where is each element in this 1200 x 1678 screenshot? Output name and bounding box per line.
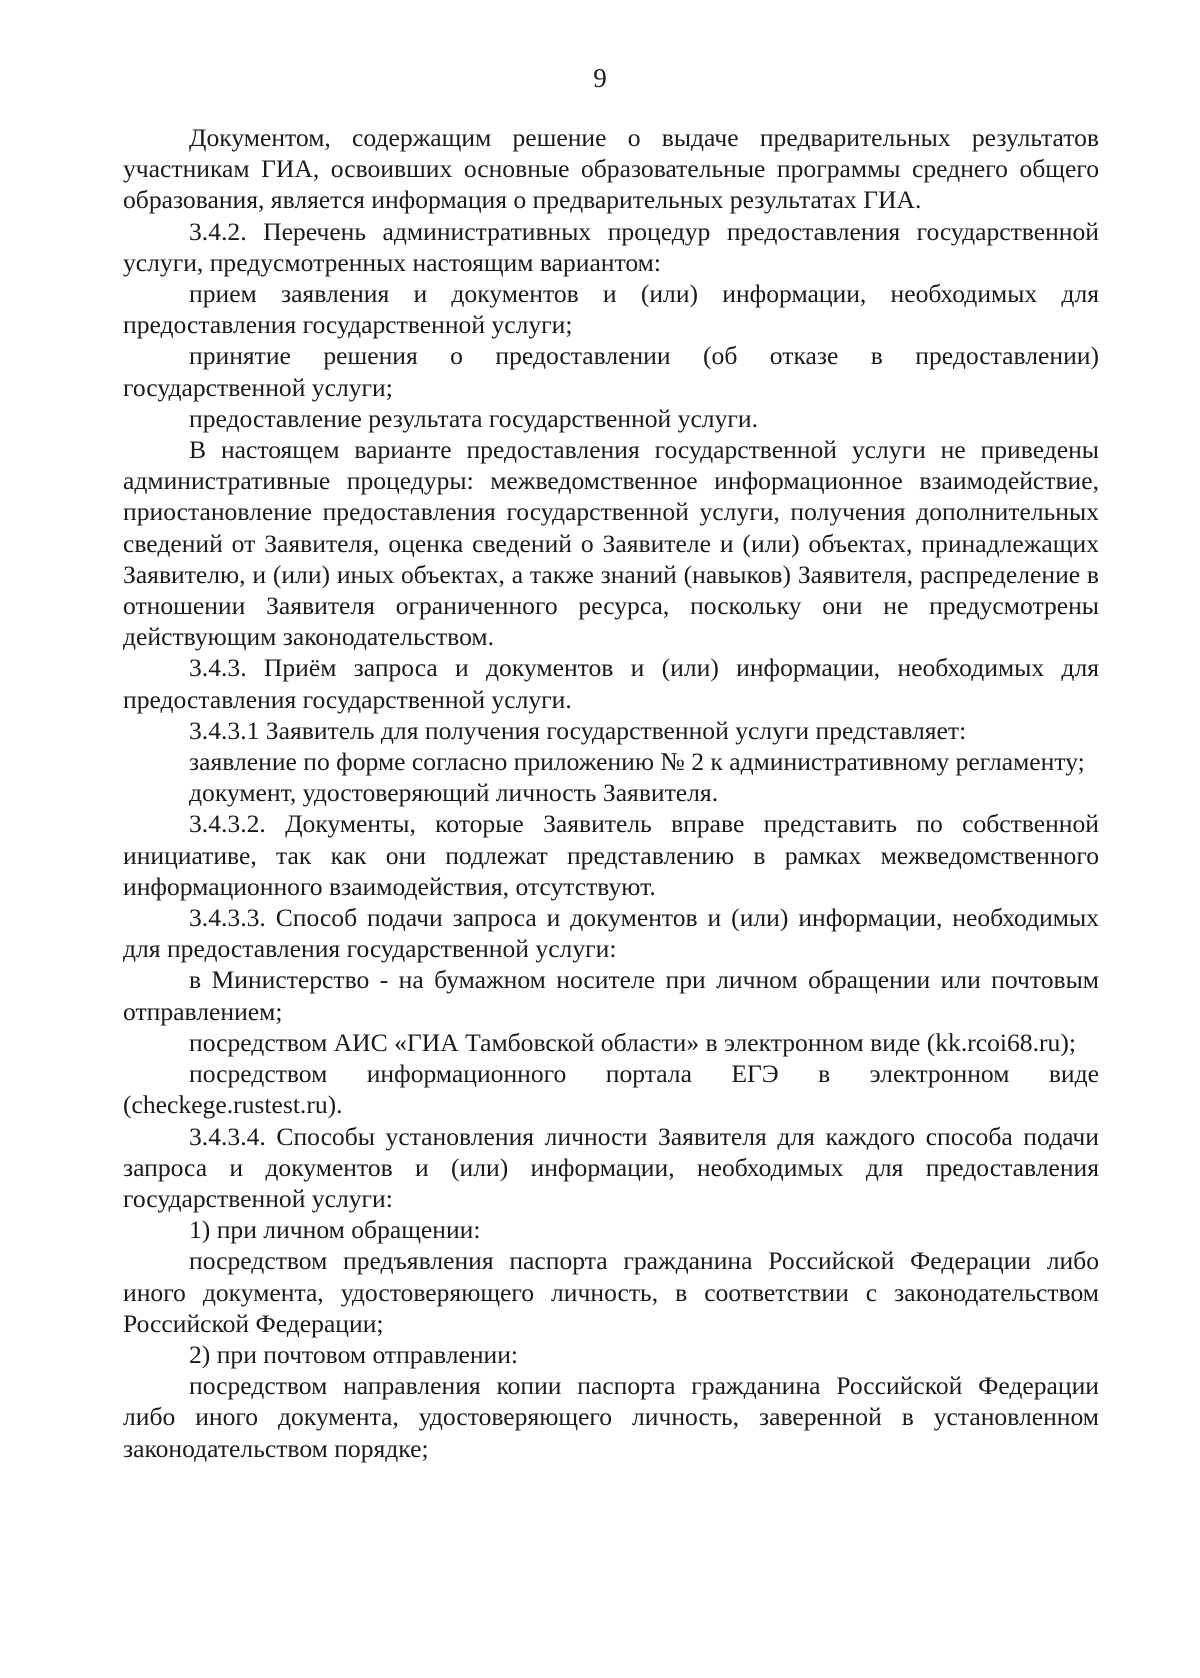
paragraph-3-4-3-2: 3.4.3.2. Документы, которые Заявитель вправе представить по собственной инициативе, так как они подлежат представлению в рамках межведомственного информационного взаимодействия, отсутствуют. [123,809,1099,901]
paragraph-passport-presentation: посредством предъявления паспорта гражданина Российской Федерации либо иного документа, удостоверяющего личность, в соответствии с законодательством Российской Федерации; [123,1246,1099,1338]
paragraph-3-4-3-1: 3.4.3.1 Заявитель для получения государственной услуги представляет: [189,715,967,745]
paragraph-3-4-3: 3.4.3. Приём запроса и документов и (или) информации, необходимых для предоставления государственной услуги. [123,653,1099,714]
paragraph-procedure-receipt: прием заявления и документов и (или) информации, необходимых для предоставления государственной услуги; [123,279,1099,340]
paragraph-in-person: 1) при личном обращении: [189,1215,481,1245]
paragraph-3-4-2: 3.4.2. Перечень административных процедур предоставления государственной услуги, предусмотренных настоящим вариантом: [123,216,1099,277]
paragraph-by-mail: 2) при почтовом отправлении: [189,1339,519,1369]
paragraph-ais-gia: посредством АИС «ГИА Тамбовской области» в электронном виде (kk.rcoi68.ru); [189,1027,1076,1057]
paragraph-passport-copy: посредством направления копии паспорта гражданина Российской Федерации либо иного документа, удостоверяющего личность, заверенной в установленном законодательством порядке; [123,1371,1099,1463]
paragraph-procedure-decision: принятие решения о предоставлении (об отказе в предоставлении) государственной услуги; [123,341,1099,402]
paragraph-excluded-procedures: В настоящем варианте предоставления государственной услуги не приведены административные процедуры: межведомственное информационное взаимодействие, приостановление предоставления государственной услуги, получения дополнительных сведений от Заявителя, оценка сведений о Заявителе и (или) объектах, принадлежащих Заявителю, и (или) иных объектах, а также знаний (навыков) Заявителя, распределение в отношении Заявителя ограниченного ресурса, поскольку они не предусмотрены действующим законодательством. [123,435,1099,652]
paragraph-identity-document: документ, удостоверяющий личность Заявителя. [189,778,719,808]
paragraph-results-document: Документом, содержащим решение о выдаче предварительных результатов участникам ГИА, освоивших основные образовательные программы среднего общего образования, является информация о предварительных результатах ГИА. [123,123,1099,215]
page-number: 9 [593,63,607,93]
paragraph-ministry-paper: в Министерство - на бумажном носителе при личном обращении или почтовым отправлением; [123,965,1099,1026]
document-body [123,122,1099,1464]
paragraph-procedure-result: предоставление результата государственной услуги. [189,403,758,433]
paragraph-3-4-3-4: 3.4.3.4. Способы установления личности Заявителя для каждого способа подачи запроса и документов и (или) информации, необходимых для предоставления государственной услуги: [123,1121,1099,1213]
paragraph-application-form: заявление по форме согласно приложению № 2 к административному регламенту; [189,747,1085,777]
paragraph-ege-portal: посредством информационного портала ЕГЭ в электронном виде (checkege.rustest.ru). [123,1059,1099,1120]
paragraph-3-4-3-3: 3.4.3.3. Способ подачи запроса и документов и (или) информации, необходимых для предоставления государственной услуги: [123,903,1099,964]
